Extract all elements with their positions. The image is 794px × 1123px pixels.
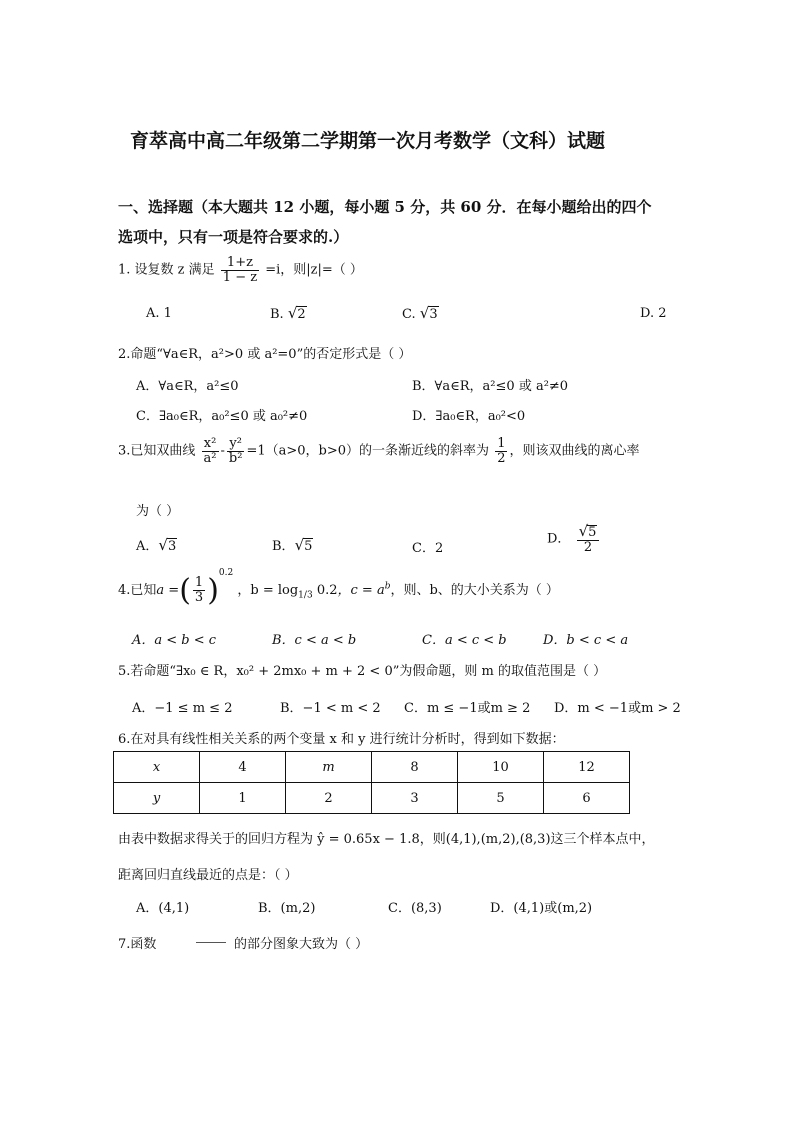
- question-2-stem: 2.命题“∀a∈R，a²>0 或 a²=0”的否定形式是（ ）: [118, 347, 412, 362]
- sqrt-icon: √: [158, 536, 168, 554]
- q5-option-a: A．−1 ≤ m ≤ 2: [132, 701, 233, 716]
- q4-log-base-num: 1: [298, 590, 304, 601]
- q1-option-c-radicand: 3: [429, 307, 438, 322]
- q3-option-d-fraction: [577, 524, 600, 554]
- q5-option-c: C．m ≤ −1或m ≥ 2: [404, 701, 531, 716]
- q2-option-a: A．∀a∈R，a²≤0: [136, 379, 239, 394]
- table-cell: m: [286, 752, 372, 783]
- q4-option-c: C．a < c < b: [422, 633, 507, 648]
- table-cell: 6: [544, 783, 630, 814]
- question-5-stem: 5.若命题“∃x₀ ∈ R，x₀² + 2mx₀ + m + 2 < 0”为假命题，则 m 的取值范围是（ ）: [118, 664, 607, 679]
- table-cell: y: [114, 783, 200, 814]
- q4-suffix: ，则、b、的大小关系为（ ）: [390, 583, 559, 598]
- q1-suffix: =i，则|z|=（ ）: [265, 262, 363, 278]
- q1-denominator: 1 − z: [222, 269, 258, 285]
- q3-option-a-label: A．: [136, 539, 159, 554]
- table-cell: 3: [372, 783, 458, 814]
- q4-log-arg: 0.2: [312, 583, 338, 598]
- table-cell: 5: [458, 783, 544, 814]
- q6-line2: 由表中数据求得关于的回归方程为 ŷ = 0.65x − 1.8，则(4,1),(m,2),(8,3)这三个样本点中，: [118, 832, 655, 847]
- question-4-stem: [118, 567, 559, 608]
- table-cell: 10: [458, 752, 544, 783]
- q3-option-d: [547, 524, 601, 554]
- q3-slope-fraction: [495, 437, 507, 465]
- q6-option-b: B．(m,2): [258, 901, 316, 916]
- q1-fraction: [221, 256, 259, 284]
- q3-option-d-den: 2: [583, 539, 593, 555]
- q3-option-a-radicand: 3: [167, 539, 177, 554]
- left-paren-icon: (: [179, 573, 191, 608]
- section-heading-line2: 选项中，只有一项是符合要求的.）: [118, 228, 349, 246]
- table-row: [114, 783, 630, 814]
- q2-option-c: C．∃a₀∈R，a₀²≤0 或 a₀²≠0: [136, 409, 308, 424]
- q6-option-c: C．(8,3): [388, 901, 442, 916]
- q1-option-c-label: C.: [402, 307, 416, 322]
- q3-option-b-label: B．: [272, 539, 295, 554]
- q3-option-b: [272, 535, 313, 554]
- q3-line2: 为（ ）: [136, 504, 180, 519]
- q3-fraction-y: [227, 437, 245, 465]
- q4-option-d: D．b < c < a: [543, 633, 629, 648]
- q3-prefix: 3.已知双曲线: [118, 443, 196, 459]
- q1-option-b: [270, 304, 307, 322]
- q1-option-c: [402, 304, 439, 322]
- q2-option-d: D．∃a₀∈R，a₀²<0: [412, 409, 526, 424]
- sqrt-icon: √: [578, 522, 589, 540]
- q3-option-d-radicand: 5: [588, 525, 597, 540]
- formula-placeholder-line: [196, 942, 226, 943]
- q4-exponent: 0.2: [218, 567, 234, 578]
- question-7-suffix: 的部分图象大致为（ ）: [234, 937, 369, 952]
- q3-frac-x-num: x²: [202, 437, 219, 452]
- q5-option-d: D．m < −1或m > 2: [554, 701, 681, 716]
- q5-option-b: B．−1 < m < 2: [280, 701, 381, 716]
- q4-b-expr: ，b = log: [237, 583, 299, 598]
- sqrt-icon: √: [419, 304, 430, 322]
- q4-prefix: 4.已知: [118, 583, 157, 598]
- q3-option-b-radicand: 5: [304, 539, 313, 554]
- q3-slope-den: 2: [497, 450, 506, 466]
- question-7-prefix: 7.函数: [118, 937, 157, 952]
- q3-option-a: [136, 535, 177, 554]
- table-cell: 1: [200, 783, 286, 814]
- q1-option-b-label: B.: [270, 307, 284, 322]
- q3-option-d-label: D．: [547, 531, 571, 547]
- table-cell: 8: [372, 752, 458, 783]
- sqrt-icon: √: [294, 536, 305, 554]
- q3-suffix: ，则该双曲线的离心率: [509, 443, 640, 459]
- q3-slope-num: 1: [497, 436, 506, 451]
- q4-option-a: A．a < b < c: [132, 633, 217, 648]
- table-cell: 12: [544, 752, 630, 783]
- table-cell: 4: [200, 752, 286, 783]
- q4-base-fraction: [193, 576, 205, 604]
- q4-base-num: 1: [194, 575, 204, 591]
- q3-frac-x-den: a²: [203, 450, 217, 466]
- q1-numerator: 1+z: [221, 256, 259, 271]
- right-paren-icon: ): [207, 573, 219, 608]
- q4-log-base-den: 3: [306, 590, 313, 601]
- q1-option-d: D. 2: [640, 306, 667, 321]
- q1-option-b-radicand: 2: [297, 307, 306, 322]
- q4-option-b: B．c < a < b: [272, 633, 357, 648]
- page-title: 育萃高中高二年级第二学期第一次月考数学（文科）试题: [130, 130, 606, 152]
- q1-option-a: A. 1: [146, 306, 172, 321]
- sqrt-icon: √: [287, 304, 298, 322]
- table-cell: 2: [286, 783, 372, 814]
- q3-option-c: C．2: [412, 541, 444, 556]
- q3-option-d-num: [577, 524, 600, 541]
- section-heading-line1: 一、选择题（本大题共 12 小题，每小题 5 分，共 60 分．在每小题给出的四个: [118, 198, 652, 216]
- q3-frac-y-num: y²: [227, 437, 245, 452]
- q3-frac-y-den: b²: [228, 450, 243, 466]
- q4-a-expr: a =: [156, 583, 180, 598]
- q6-option-d: D．(4,1)或(m,2): [490, 901, 593, 916]
- q6-line3: 距离回归直线最近的点是：（ ）: [118, 868, 298, 883]
- question-3-stem: 3.已知双曲线 $\frac{\text{x²}}{\text{a²}}$ - $\frac{\text{y²}}{\text{b²}}$ =1（a>0，b>0）的一条渐近线的斜率为 $\frac{1}{2}$ ，则该双曲线的离心率: [118, 436, 640, 466]
- q6-option-a: A．(4,1): [136, 901, 190, 916]
- data-table: [113, 751, 630, 814]
- question-1-stem: [118, 256, 363, 284]
- q4-c-exp: b: [384, 581, 391, 592]
- q2-option-b: B．∀a∈R，a²≤0 或 a²≠0: [412, 379, 569, 394]
- q3-fraction-x: [202, 437, 219, 465]
- q4-base-den: 3: [194, 590, 204, 605]
- table-cell: x: [114, 752, 200, 783]
- q1-prefix: 1. 设复数 z 满足: [118, 262, 215, 278]
- table-row: [114, 752, 630, 783]
- q4-log-base: 1/3: [298, 590, 313, 601]
- q3-middle: =1（a>0，b>0）的一条渐近线的斜率为: [246, 443, 490, 459]
- q4-c-expr: ，c = a: [337, 583, 385, 598]
- question-6-stem: 6.在对具有线性相关关系的两个变量 x 和 y 进行统计分析时，得到如下数据：: [118, 732, 565, 747]
